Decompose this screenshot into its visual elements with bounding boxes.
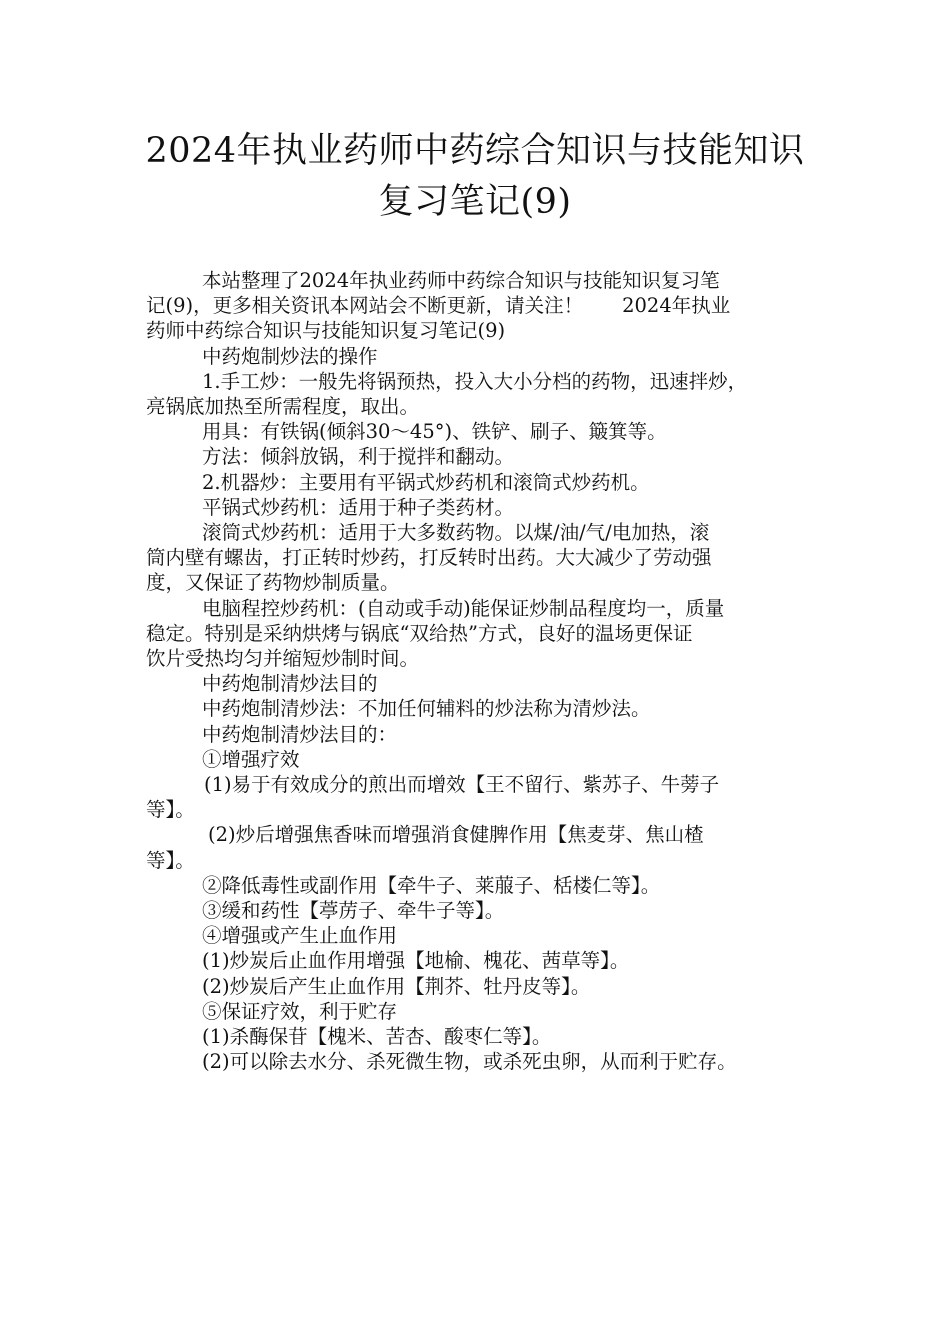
paragraph-tools <box>146 419 816 444</box>
paragraph-machine-frying <box>146 470 816 495</box>
paragraph-line: 1.手工炒：一般先将锅预热，投入大小分档的药物，迅速拌炒， <box>202 369 748 393</box>
list-subitem <box>146 948 816 973</box>
paragraph-line: 等】。 <box>146 848 195 872</box>
intro-line-2: 记(9)，更多相关资讯本网站会不断更新，请关注！ 2024年执业 <box>146 294 731 318</box>
document-body <box>146 268 816 1075</box>
list-subitem <box>146 1049 816 1074</box>
paragraph-line: (2)炒后增强焦香味而增强消食健脾作用【焦麦芽、焦山楂 <box>208 823 704 847</box>
paragraph-line: ②降低毒性或副作用【牵牛子、莱菔子、栝楼仁等】。 <box>202 873 661 897</box>
paragraph-line: (2)炒炭后产生止血作用【荆芥、牡丹皮等】。 <box>202 974 591 998</box>
paragraph-line: 饮片受热均匀并缩短炒制时间。 <box>146 647 420 671</box>
title-line-1: 2024年执业药师中药综合知识与技能知识 <box>145 131 805 171</box>
paragraph-line: (1)易于有效成分的煎出而增效【王不留行、紫苏子、牛蒡子 <box>204 773 720 797</box>
paragraph-line: 筒内壁有螺齿，打正转时炒药，打反转时出药。大大减少了劳动强 <box>146 546 712 570</box>
paragraph-line: 等】。 <box>146 798 195 822</box>
intro-line-1: 本站整理了2024年执业药师中药综合知识与技能知识复习笔 <box>202 269 720 292</box>
list-item-3 <box>146 898 816 923</box>
paragraph-computer-machine <box>146 596 816 672</box>
paragraph-drum-machine <box>146 520 816 596</box>
document-title <box>60 126 890 228</box>
paragraph-line: ①增强疗效 <box>202 747 300 771</box>
list-item-5 <box>146 999 816 1024</box>
paragraph-line: 中药炮制清炒法：不加任何辅料的炒法称为清炒法。 <box>202 697 651 721</box>
paragraph-line: (1)炒炭后止血作用增强【地榆、槐花、茜草等】。 <box>202 949 630 973</box>
paragraph-line: ③缓和药性【葶苈子、牵牛子等】。 <box>202 899 505 923</box>
paragraph-line: 方法：倾斜放锅，利于搅拌和翻动。 <box>202 445 515 469</box>
paragraph-purpose-intro <box>146 722 816 747</box>
paragraph-section-heading-operation <box>146 344 816 369</box>
paragraph-section-heading-purpose <box>146 671 816 696</box>
list-subitem <box>146 974 816 999</box>
paragraph-flat-pan-machine <box>146 495 816 520</box>
paragraph-manual-frying <box>146 369 816 419</box>
title-line-2: 复习笔记(9) <box>378 182 572 222</box>
paragraph-line: 度，又保证了药物炒制质量。 <box>146 571 400 595</box>
paragraph-line: 稳定。特别是采纳烘烤与锅底“双给热”方式，良好的温场更保证 <box>146 621 693 645</box>
paragraph-line: 2.机器炒：主要用有平锅式炒药机和滚筒式炒药机。 <box>202 470 650 494</box>
list-item-1 <box>146 747 816 772</box>
paragraph-line: (2)可以除去水分、杀死微生物，或杀死虫卵，从而利于贮存。 <box>202 1050 737 1074</box>
list-subitem <box>146 772 816 822</box>
paragraph-definition <box>146 696 816 721</box>
paragraph-line: 电脑程控炒药机：(自动或手动)能保证炒制品程度均一，质量 <box>202 596 725 620</box>
paragraph-line: 用具：有铁锅(倾斜30～45°)、铁铲、刷子、簸箕等。 <box>202 420 667 444</box>
paragraph-line: 中药炮制清炒法目的 <box>202 672 378 696</box>
paragraph-line: 亮锅底加热至所需程度，取出。 <box>146 395 420 419</box>
list-subitem <box>146 822 816 872</box>
intro-line-3: 药师中药综合知识与技能知识复习笔记(9) <box>146 319 506 343</box>
paragraph-line: 中药炮制清炒法目的： <box>202 722 398 746</box>
paragraph-line: ④增强或产生止血作用 <box>202 924 398 948</box>
paragraph-line: (1)杀酶保苷【槐米、苦杏、酸枣仁等】。 <box>202 1025 552 1049</box>
paragraph-line: 平锅式炒药机：适用于种子类药材。 <box>202 495 515 519</box>
list-item-4 <box>146 923 816 948</box>
paragraph-line: 中药炮制炒法的操作 <box>202 344 378 368</box>
paragraph-line: ⑤保证疗效，利于贮存 <box>202 999 398 1023</box>
list-subitem <box>146 1024 816 1049</box>
intro-paragraph <box>146 268 816 344</box>
list-item-2 <box>146 873 816 898</box>
paragraph-method <box>146 444 816 469</box>
paragraph-line: 滚筒式炒药机：适用于大多数药物。以煤/油/气/电加热，滚 <box>202 521 710 545</box>
